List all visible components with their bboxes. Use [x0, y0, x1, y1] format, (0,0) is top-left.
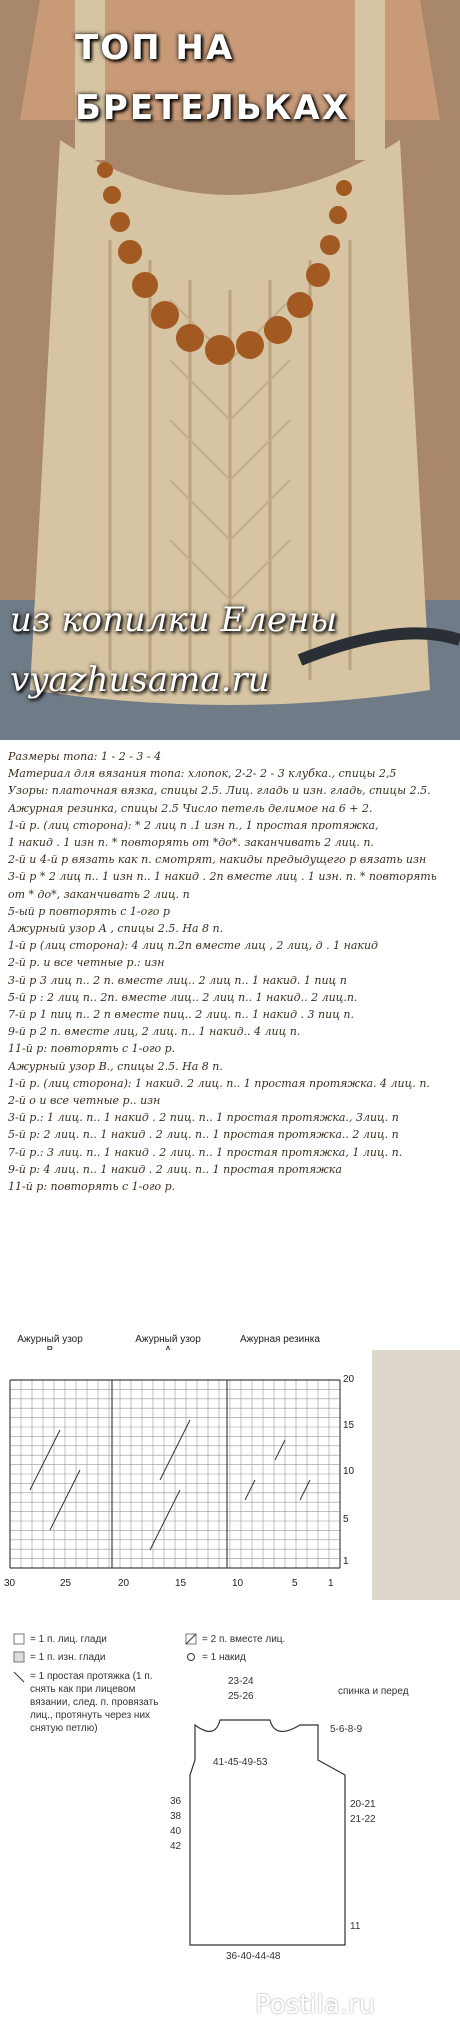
dim-width: 41-45-49-53	[213, 1757, 268, 1768]
dim-strap: 5-6-8-9	[330, 1724, 363, 1735]
photo-title-line1: ТОП НА	[75, 28, 235, 68]
photo-caption-line2: vyazhusama.ru	[10, 660, 270, 700]
dim-side2: 21-22	[350, 1814, 376, 1825]
instruction-line: 7-й р.: 3 лиц. п.. 1 накид . 2 лиц. п.. 1 простая протяжка, 1 лиц. п.	[8, 1145, 403, 1159]
row-number-1: 1	[343, 1556, 349, 1567]
dim-bottom-width: 36-40-44-48	[226, 1951, 281, 1962]
dim-top1: 23-24	[228, 1676, 254, 1687]
legend-yarnover: = 1 накид	[202, 1652, 246, 1663]
dim-left-38: 38	[170, 1811, 182, 1822]
watermark: Postila.ru	[255, 1990, 376, 2020]
legend-knit: = 1 п. лиц. глади	[30, 1634, 107, 1645]
knitting-chart	[0, 1330, 460, 1630]
instruction-line: 1-й р. (лиц сторона): 1 накид. 2 лиц. п.. 1 простая протяжка. 4 лиц. п.	[8, 1076, 430, 1090]
row-number-5: 5	[343, 1514, 349, 1525]
dim-bottom-height: 11	[350, 1921, 361, 1932]
chart-header-rib: Ажурная резинка	[240, 1334, 320, 1345]
col-number-5: 5	[292, 1578, 298, 1589]
instruction-line: 2-й и 4-й р вязать как п. смотрят, накиды предыдущего р вязать изн	[8, 853, 427, 867]
legend-and-schema	[0, 1630, 460, 2029]
photo-caption-line1: из копилки Елены	[10, 600, 338, 640]
instruction-line: 9-й р 2 п. вместе лиц, 2 лиц. п.. 1 накид.. 4 лиц п.	[8, 1025, 301, 1039]
row-number-15: 15	[343, 1420, 355, 1431]
chart-header-b: Ажурный узор	[17, 1334, 83, 1345]
instruction-line: 11-й р: повторять с 1-ого р.	[8, 1042, 176, 1056]
dim-left-42: 42	[170, 1841, 182, 1852]
instruction-line: 3-й р 3 лиц п.. 2 п. вместе лиц.. 2 лиц п.. 1 накид. 1 пиц п	[8, 973, 347, 987]
schema-title: спинка и перед	[338, 1686, 409, 1697]
dim-left-36: 36	[170, 1796, 182, 1807]
instruction-line: 1 накид . 1 изн п. * повторять от *до*. заканчивать 2 лиц. п.	[8, 836, 374, 850]
dim-side1: 20-21	[350, 1799, 376, 1810]
instruction-line: Ажурный узор В., спицы 2.5. На 8 п.	[8, 1059, 223, 1073]
legend-k2tog: = 2 п. вместе лиц.	[202, 1634, 286, 1645]
instruction-line: Узоры: платочная вязка, спицы 2.5. Лиц. гладь и изн. гладь, спицы 2.5.	[8, 784, 431, 798]
instruction-line: 5-й р : 2 лиц п.. 2п. вместе лиц.. 2 лиц п.. 1 накид.. 2 лиц.п.	[8, 990, 358, 1004]
chart-header-a: Ажурный узор	[135, 1334, 201, 1345]
instruction-line: 1-й р. (лиц сторона): * 2 лиц п .1 изн п., 1 простая протяжка,	[8, 818, 379, 832]
instruction-line: 1-й р (лиц сторона): 4 лиц п.2п вместе лиц , 2 лиц, д . 1 накид	[8, 939, 378, 953]
knitting-instructions	[8, 748, 454, 1195]
instruction-line: 9-й р: 4 лиц. п.. 1 накид . 2 лиц. п.. 1 простая протяжка	[8, 1162, 342, 1176]
instruction-line: 5-ый р повторять с 1-ого р	[8, 904, 170, 918]
photo-title-line2: БРЕТЕЛЬКАХ	[75, 88, 350, 128]
col-number-15: 15	[175, 1578, 187, 1589]
instruction-line: 2-й о и все четные р.. изн	[8, 1094, 161, 1108]
row-number-10: 10	[343, 1466, 355, 1477]
garment-schema	[190, 1720, 345, 1945]
instruction-line: от * до*, заканчивать 2 лиц. п	[8, 887, 190, 901]
legend-purl: = 1 п. изн. глади	[30, 1652, 106, 1663]
instruction-line: 11-й р: повторять с 1-ого р.	[8, 1180, 176, 1194]
dim-left-40: 40	[170, 1826, 182, 1837]
instruction-line: Ажурный узор А , спицы 2.5. На 8 п.	[8, 922, 224, 936]
product-photo	[0, 0, 460, 740]
row-number-20: 20	[343, 1374, 355, 1385]
col-number-10: 10	[232, 1578, 244, 1589]
instruction-line: Ажурная резинка, спицы 2.5 Число петель делимое на 6 + 2.	[8, 801, 373, 815]
instruction-line: 3-й р * 2 лиц п.. 1 изн п.. 1 накид . 2п вместе лиц . 1 изн. п. * повторять	[8, 870, 437, 884]
col-number-20: 20	[118, 1578, 130, 1589]
col-number-30: 30	[4, 1578, 16, 1589]
instruction-line: 3-й р.: 1 лиц. п.. 1 накид . 2 пиц. п.. 1 простая протяжка., 3лиц. п	[8, 1111, 399, 1125]
instruction-line: Размеры топа: 1 - 2 - 3 - 4	[8, 750, 162, 763]
instruction-line: 7-й р 1 пиц п.. 2 п вместе пиц.. 2 лиц. п.. 1 накид . 3 пиц п.	[8, 1008, 354, 1022]
col-number-1: 1	[328, 1578, 334, 1589]
col-number-25: 25	[60, 1578, 72, 1589]
instruction-line: 5-й р: 2 лиц. п.. 1 накид . 2 лиц. п.. 1 простая протяжка.. 2 лиц. п	[8, 1128, 399, 1142]
instruction-line: 2-й р. и все четные р.: изн	[8, 956, 165, 970]
legend-slip: = 1 простая протяжка (1 п. снять как при лицевом вязании, след. п. провязать лиц., протянуть через них снятую петлю)	[30, 1671, 159, 1734]
dim-top2: 25-26	[228, 1691, 254, 1702]
instruction-line: Материал для вязания топа: хлопок, 2-2- 2 - 3 клубка., спицы 2,5	[8, 767, 397, 781]
